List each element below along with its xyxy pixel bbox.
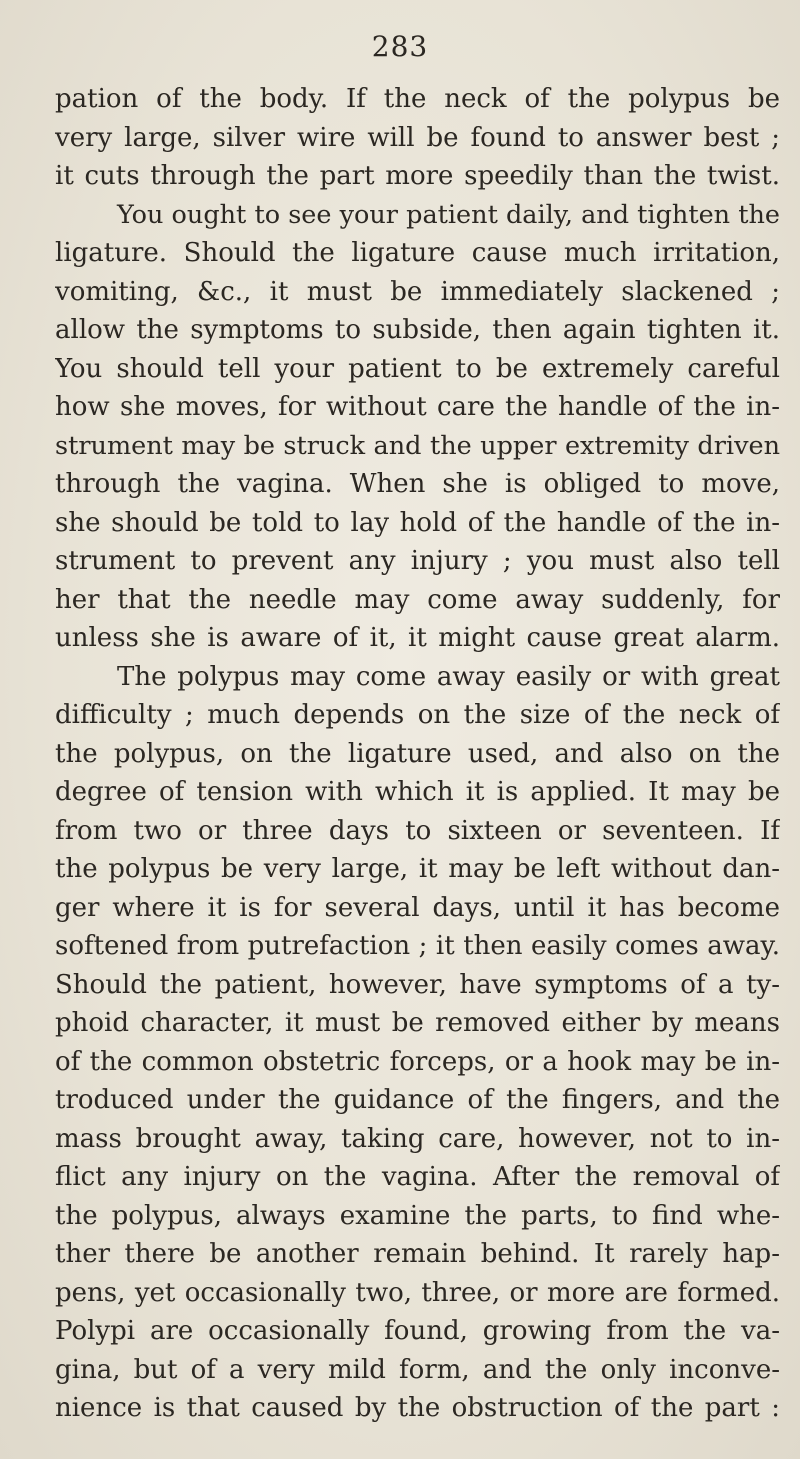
- text-line: ger where it is for several days, until it has become: [55, 892, 780, 923]
- text-line: You ought to see your patient daily, and tighten the: [117, 199, 780, 230]
- text-line: the polypus be very large, it may be left without dan-: [55, 854, 780, 884]
- text-line: Should the patient, however, have symptoms of a ty-: [55, 969, 780, 1000]
- text-line: Polypi are occasionally found, growing from the va-: [55, 1316, 780, 1346]
- text-line: ther there be another remain behind. It rarely hap-: [55, 1239, 780, 1269]
- text-line: degree of tension with which it is applied. It may be: [55, 777, 780, 807]
- text-line: phoid character, it must be removed either by means: [55, 1008, 780, 1038]
- text-line: through the vagina. When she is obliged to move,: [55, 469, 780, 499]
- text-line: The polypus may come away easily or with great: [117, 661, 780, 692]
- text-line: allow the symptoms to subside, then again tighten it.: [55, 315, 780, 345]
- text-line: the polypus, on the ligature used, and also on the: [55, 738, 780, 769]
- text-line: vomiting, &c., it must be immediately slackened ;: [55, 276, 780, 307]
- text-line: pens, yet occasionally two, three, or more are formed.: [55, 1277, 780, 1308]
- text-line: pation of the body. If the neck of the polypus be: [55, 84, 780, 114]
- text-line: gina, but of a very mild form, and the only inconve-: [55, 1354, 780, 1385]
- text-line: it cuts through the part more speedily than the twist.: [55, 161, 780, 191]
- page-number: 283: [371, 30, 429, 63]
- text-line: of the common obstetric forceps, or a hook may be in-: [55, 1046, 780, 1077]
- text-line: she should be told to lay hold of the handle of the in-: [55, 507, 780, 538]
- body-text: [55, 80, 780, 1428]
- text-line: how she moves, for without care the handle of the in-: [55, 392, 780, 422]
- text-line: strument to prevent any injury ; you must also tell: [55, 546, 780, 576]
- text-line: softened from putrefaction ; it then easily comes away.: [55, 931, 780, 961]
- text-line: her that the needle may come away suddenly, for: [55, 584, 780, 615]
- text-line: flict any injury on the vagina. After the removal of: [55, 1162, 780, 1192]
- text-line: unless she is aware of it, it might cause great alarm.: [55, 623, 780, 653]
- text-line: very large, silver wire will be found to answer best ;: [55, 122, 780, 153]
- text-line: troduced under the guidance of the fingers, and the: [55, 1085, 780, 1115]
- text-line: nience is that caused by the obstruction of the part :: [55, 1393, 780, 1423]
- text-line: difficulty ; much depends on the size of the neck of: [55, 700, 780, 730]
- text-line: mass brought away, taking care, however, not to in-: [55, 1123, 780, 1154]
- text-line: from two or three days to sixteen or seventeen. If: [55, 815, 780, 846]
- text-line: strument may be struck and the upper extremity driven: [55, 430, 780, 461]
- text-line: ligature. Should the ligature cause much irritation,: [55, 238, 780, 268]
- text-line: You should tell your patient to be extremely careful: [55, 353, 780, 384]
- text-line: the polypus, always examine the parts, to find whe-: [55, 1200, 780, 1231]
